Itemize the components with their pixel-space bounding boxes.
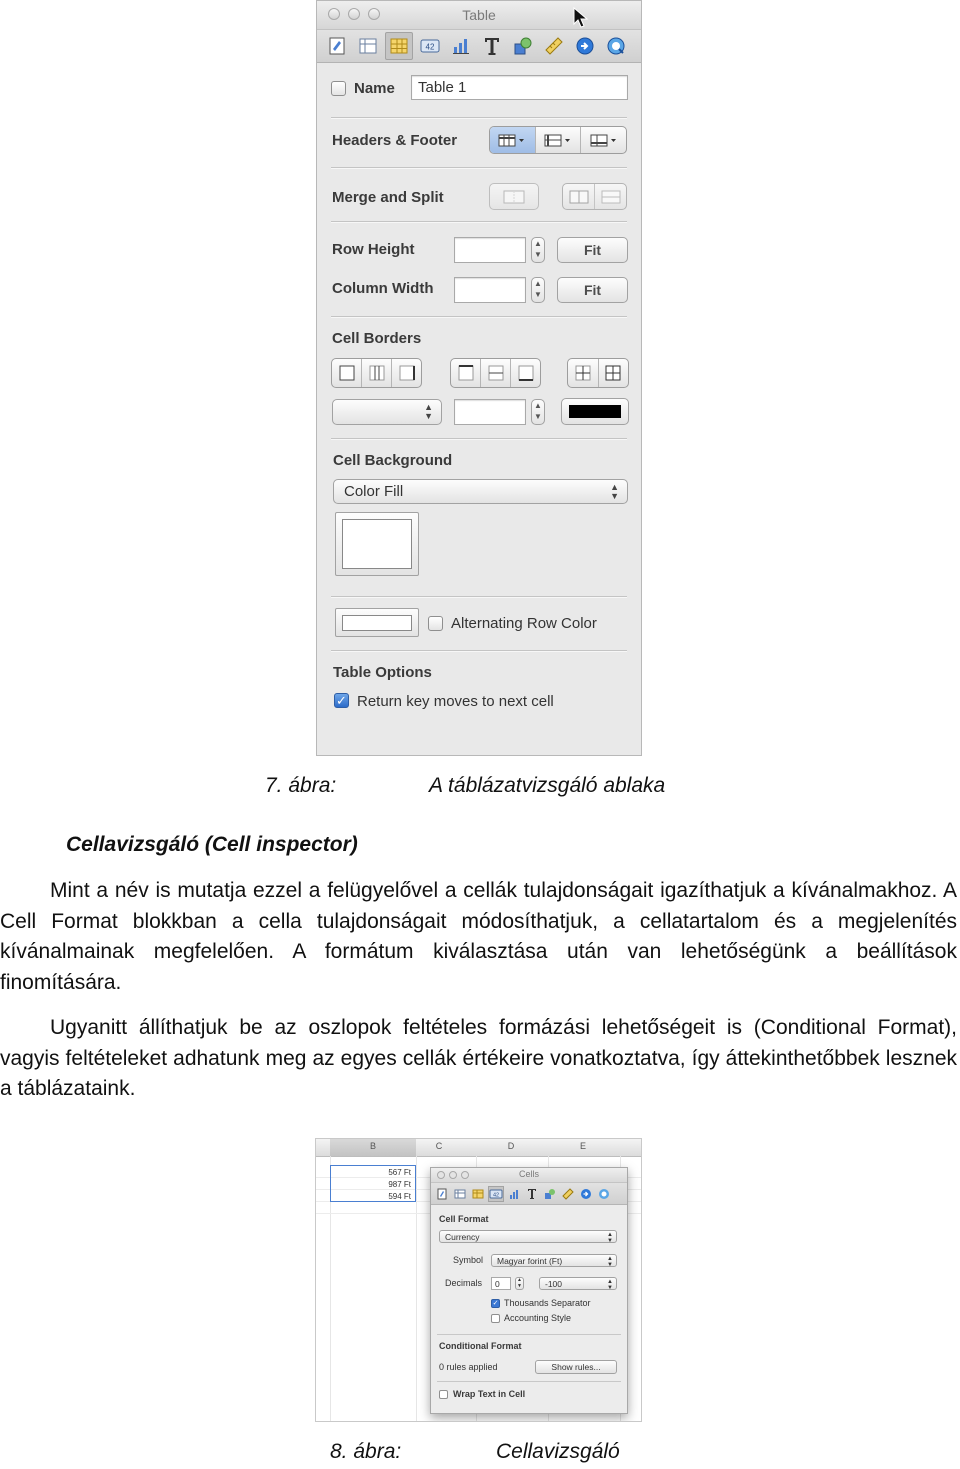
cells-window-titlebar [431, 1168, 627, 1183]
border-right-button[interactable] [391, 359, 421, 387]
column-header-b[interactable]: B [369, 1141, 376, 1151]
symbol-label: Symbol [453, 1255, 484, 1265]
decimals-label: Decimals [445, 1278, 483, 1288]
cell-value[interactable]: 594 Ft [388, 1192, 411, 1201]
negative-format-popup[interactable]: -100 ▲ ▼ [539, 1277, 617, 1290]
quicktime-icon[interactable] [602, 32, 630, 60]
divider [437, 1381, 621, 1382]
headers-footer-control [489, 126, 627, 154]
divider [331, 117, 627, 119]
column-header-c[interactable]: C [435, 1141, 443, 1151]
selected-cells[interactable] [330, 1165, 416, 1202]
cell-format-label: Cell Format [439, 1214, 489, 1224]
paragraph-2-text: Ugyanitt állíthatjuk be az oszlopok feltételes formázási lehetőségeit is (Conditional Format), vagyis feltételeket adhatunk meg az egyes cellák értékeire vonatkoztatva, így áttekinthetőbbek lesznek a táblázataink. [0, 1016, 957, 1100]
merge-split-label: Merge and Split [332, 189, 444, 206]
cell-background-label: Cell Background [333, 452, 453, 469]
cell-value[interactable]: 987 Ft [388, 1180, 411, 1189]
divider [331, 316, 627, 318]
figure-8-number: 8. ábra: [330, 1440, 402, 1463]
color-fill-value: Color Fill [344, 483, 404, 500]
headers-footer-label: Headers & Footer [332, 132, 458, 149]
svg-text:42: 42 [425, 42, 435, 52]
format-value: Currency [445, 1232, 480, 1242]
name-label: Name [354, 80, 395, 97]
border-color-swatch [569, 405, 621, 418]
column-width-fit-button[interactable]: Fit [557, 277, 628, 303]
chart-icon[interactable] [506, 1186, 522, 1202]
figure-7-caption: A táblázatvizsgáló ablaka [429, 774, 666, 797]
border-all-button[interactable] [598, 359, 629, 387]
hyperlink-icon[interactable] [571, 32, 599, 60]
accounting-style-label: Accounting Style [504, 1313, 572, 1323]
column-width-field[interactable] [454, 277, 526, 303]
row-height-field[interactable] [454, 237, 526, 263]
border-set-2 [450, 358, 541, 388]
column-header-d[interactable]: D [507, 1141, 515, 1151]
accounting-style-checkbox[interactable] [491, 1314, 500, 1323]
shapes-icon[interactable] [542, 1186, 558, 1202]
inspector-toolbar [317, 30, 641, 63]
conditional-format-label: Conditional Format [439, 1341, 522, 1351]
border-set-1 [331, 358, 422, 388]
cells-window-title: Cells [518, 1169, 539, 1179]
symbol-value: Magyar forint (Ft) [497, 1256, 563, 1266]
symbol-popup[interactable]: Magyar forint (Ft) ▲ ▼ [491, 1254, 617, 1267]
border-top-button[interactable] [451, 359, 480, 387]
divider [331, 221, 627, 223]
color-fill-popup[interactable]: Color Fill ▲ ▼ [333, 479, 628, 504]
border-inner-button[interactable] [568, 359, 598, 387]
table-options-label: Table Options [333, 664, 432, 681]
return-key-label: Return key moves to next cell [357, 693, 554, 710]
cells-inspector-toolbar [431, 1183, 627, 1205]
text-icon[interactable] [478, 32, 506, 60]
layout-icon[interactable] [452, 1186, 468, 1202]
shapes-icon[interactable] [509, 32, 537, 60]
name-checkbox[interactable] [331, 81, 346, 96]
metrics-icon[interactable] [560, 1186, 576, 1202]
split-rows-button[interactable] [594, 184, 626, 209]
table-inspector-window [316, 0, 642, 756]
divider [331, 438, 627, 440]
figure-7-number: 7. ábra: [265, 774, 337, 797]
return-key-checkbox[interactable]: ✓ [334, 693, 349, 708]
decimals-stepper[interactable]: ▲ ▼ [515, 1277, 524, 1290]
show-rules-button[interactable]: Show rules... [535, 1360, 617, 1374]
wrap-text-label: Wrap Text in Cell [453, 1389, 526, 1399]
grid-line [416, 1156, 417, 1421]
divider [331, 650, 627, 652]
window-titlebar [317, 1, 641, 30]
column-width-stepper[interactable]: ▲ ▼ [531, 277, 545, 303]
wrap-text-checkbox[interactable] [439, 1390, 448, 1399]
metrics-icon[interactable] [540, 32, 568, 60]
cells-inspector-window [430, 1167, 628, 1414]
border-width-stepper[interactable]: ▲ ▼ [531, 399, 545, 425]
quicktime-icon[interactable] [596, 1186, 612, 1202]
border-outline-button[interactable] [332, 359, 361, 387]
chart-icon[interactable] [447, 32, 475, 60]
layout-icon[interactable] [354, 32, 382, 60]
split-columns-button[interactable] [563, 184, 594, 209]
border-inner-vertical-button[interactable] [361, 359, 391, 387]
border-inner-horizontal-button[interactable] [480, 359, 510, 387]
hyperlink-icon[interactable] [578, 1186, 594, 1202]
column-header-e[interactable]: E [579, 1141, 586, 1151]
table-name-field[interactable]: Table 1 [411, 75, 628, 100]
paragraph-2 [0, 1013, 957, 1105]
text-icon[interactable] [524, 1186, 540, 1202]
divider [331, 596, 627, 598]
split-cells-control [562, 183, 627, 210]
mouse-pointer-icon [573, 7, 589, 29]
header-columns-button[interactable] [535, 127, 581, 153]
fill-color-well[interactable] [335, 512, 419, 576]
alternating-row-checkbox[interactable] [428, 616, 443, 631]
cell-format-icon[interactable] [416, 32, 444, 60]
figure-8-caption: Cellavizsgáló [496, 1440, 620, 1463]
section-heading: Cellavizsgáló (Cell inspector) [66, 833, 358, 856]
thousands-separator-label: Thousands Separator [504, 1298, 591, 1308]
table-icon[interactable] [470, 1186, 486, 1202]
paragraph-1 [0, 876, 957, 998]
divider [437, 1334, 621, 1335]
cell-value[interactable]: 567 Ft [388, 1168, 411, 1177]
divider [331, 167, 627, 169]
cell-format-icon[interactable] [488, 1186, 504, 1202]
border-width-field[interactable] [454, 399, 526, 425]
negative-format-value: -100 [545, 1279, 563, 1289]
document-icon[interactable] [434, 1186, 450, 1202]
svg-text:42: 42 [492, 1192, 500, 1198]
border-bottom-button[interactable] [510, 359, 540, 387]
row-height-fit-button[interactable]: Fit [557, 237, 628, 263]
thousands-separator-checkbox[interactable]: ✓ [492, 1300, 499, 1307]
row-height-stepper[interactable]: ▲ ▼ [531, 237, 545, 263]
alternating-color-well[interactable] [335, 608, 419, 637]
alternating-color-swatch [342, 615, 412, 631]
fill-color-swatch [342, 519, 412, 569]
alternating-row-label: Alternating Row Color [451, 615, 597, 632]
merge-cells-button[interactable] [489, 183, 539, 210]
border-style-popup[interactable]: ▲ ▼ [332, 399, 442, 425]
border-set-3 [567, 358, 629, 388]
document-icon[interactable] [323, 32, 351, 60]
header-rows-button[interactable] [490, 127, 535, 153]
rules-applied-text: 0 rules applied [439, 1362, 498, 1372]
footer-rows-button[interactable] [580, 127, 626, 153]
table-icon[interactable] [385, 32, 413, 60]
column-header-bar [316, 1139, 641, 1157]
cell-borders-label: Cell Borders [332, 330, 422, 347]
column-width-label: Column Width [332, 280, 434, 297]
decimals-field[interactable]: 0 [491, 1277, 511, 1290]
window-title: Table [462, 7, 496, 23]
paragraph-1-text: Mint a név is mutatja ezzel a felügyelővel a cellák tulajdonságait igazíthatjuk a kívánalmakhoz. A Cell Format blokkban a cella tulajdonságait módosíthatjuk, a cellatartalom és a megjelenítés kívánalmainak megfelelően. A formátum kiválasztása után van lehetőségünk a beállítások finomítására. [0, 879, 957, 994]
row-height-label: Row Height [332, 241, 415, 258]
spreadsheet-screenshot [315, 1138, 642, 1422]
border-color-well[interactable] [561, 398, 629, 425]
format-popup[interactable]: Currency ▲ ▼ [439, 1230, 617, 1243]
